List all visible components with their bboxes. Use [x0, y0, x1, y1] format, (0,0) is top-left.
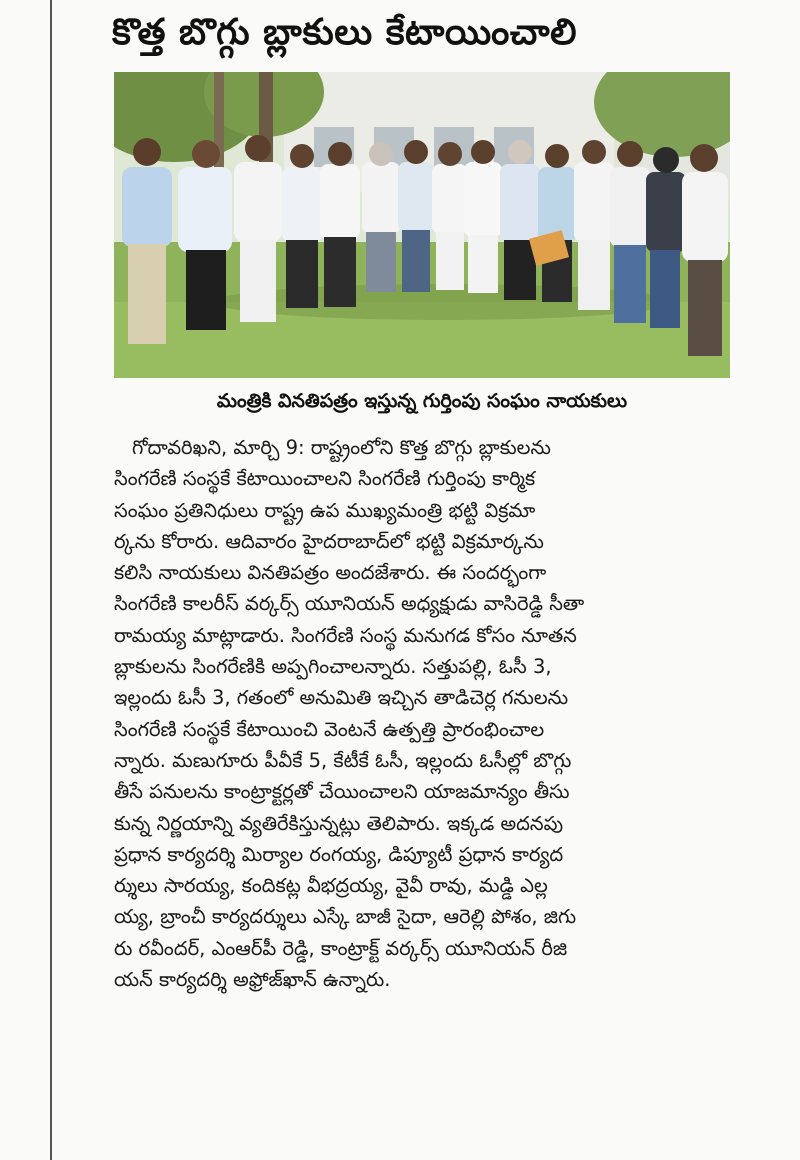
body-line: సింగరేణి సంస్థకే కేటాయించి వెంటనే ఉత్పత్తి ప్రారంభించాల — [114, 717, 545, 741]
body-line: సింగరేణి కాలరీస్ వర్కర్స్ యూనియన్ అధ్యక్షుడు వాసిరెడ్డి సీతా — [114, 592, 585, 616]
body-line: య్య, బ్రాంచీ కార్యదర్శులు ఎస్కే బాజీ సైదా, ఆరెల్లి పోశం, జిగు — [114, 905, 577, 929]
article-body — [114, 432, 734, 995]
body-line: సింగరేణి సంస్థకే కేటాయించాలని సింగరేణి గుర్తింపు కార్మిక — [114, 467, 536, 491]
body-line: న్నారు. మణుగూరు పీవీకే 5, కేటీకే ఓసీ, ఇల్లందు ఓసీల్లో బొగ్గు — [114, 748, 572, 772]
body-line: బ్లాకులను సింగరేణికి అప్పగించాలన్నారు. సత్తుపల్లి, ఓసీ 3, — [114, 655, 552, 679]
body-line: కలిసి నాయకులు వినతిపత్రం అందజేశారు. ఈ సందర్భంగా — [114, 561, 547, 585]
body-line: ఇల్లందు ఓసీ 3, గతంలో అనుమితి ఇచ్చిన తాడిచెర్ల గనులను — [114, 686, 569, 710]
headline: కొత్త బొగ్గు బ్లాకులు కేటాయించాలి — [112, 12, 578, 53]
body-line: కున్న నిర్ణయాన్ని వ్యతిరేకిస్తున్నట్లు తెలిపారు. ఇక్కడ అదనపు — [114, 811, 564, 835]
body-line: తీసే పనులను కాంట్రాక్టర్లతో చేయించాలని యాజమాన్యం తీసు — [114, 780, 570, 804]
body-line: ర్కను కోరారు. ఆదివారం హైదరాబాద్‌లో భట్టి విక్రమార్కను — [114, 529, 544, 553]
body-line: ర్శులు సారయ్య, కందికట్ల వీభద్రయ్య, వైవీ రావు, మడ్డి ఎల్ల — [114, 874, 548, 898]
group-photo-illustration — [114, 72, 730, 378]
body-line: ప్రధాన కార్యదర్శి మిర్యాల రంగయ్య, డిప్యూటీ ప్రధాన కార్యద — [114, 842, 564, 866]
body-line: రామయ్య మాట్లాడారు. సింగరేణి సంస్థ మనుగడ కోసం నూతన — [114, 623, 577, 647]
body-line: యన్ కార్యదర్శి అఫ్రోజ్‌ఖాన్ ఉన్నారు. — [114, 968, 391, 992]
body-line: రు రవీందర్, ఎంఆర్‌పీ రెడ్డి, కాంట్రాక్ట్ వర్కర్స్ యూనియన్ రీజి — [114, 936, 568, 960]
body-line: గోదావరిఖని, మార్చి 9: రాష్ట్రంలోని కొత్త బొగ్గు బ్లాకులను — [132, 436, 551, 459]
body-line: సంఘం ప్రతినిధులు రాష్ట్ర ఉప ముఖ్యమంత్రి భట్టి విక్రమా — [114, 498, 536, 522]
photo-caption: మంత్రికి వినతిపత్రం ఇస్తున్న గుర్తింపు సంఘం నాయకులు — [216, 390, 628, 412]
column-rule — [50, 0, 52, 1160]
news-photo — [114, 72, 730, 378]
